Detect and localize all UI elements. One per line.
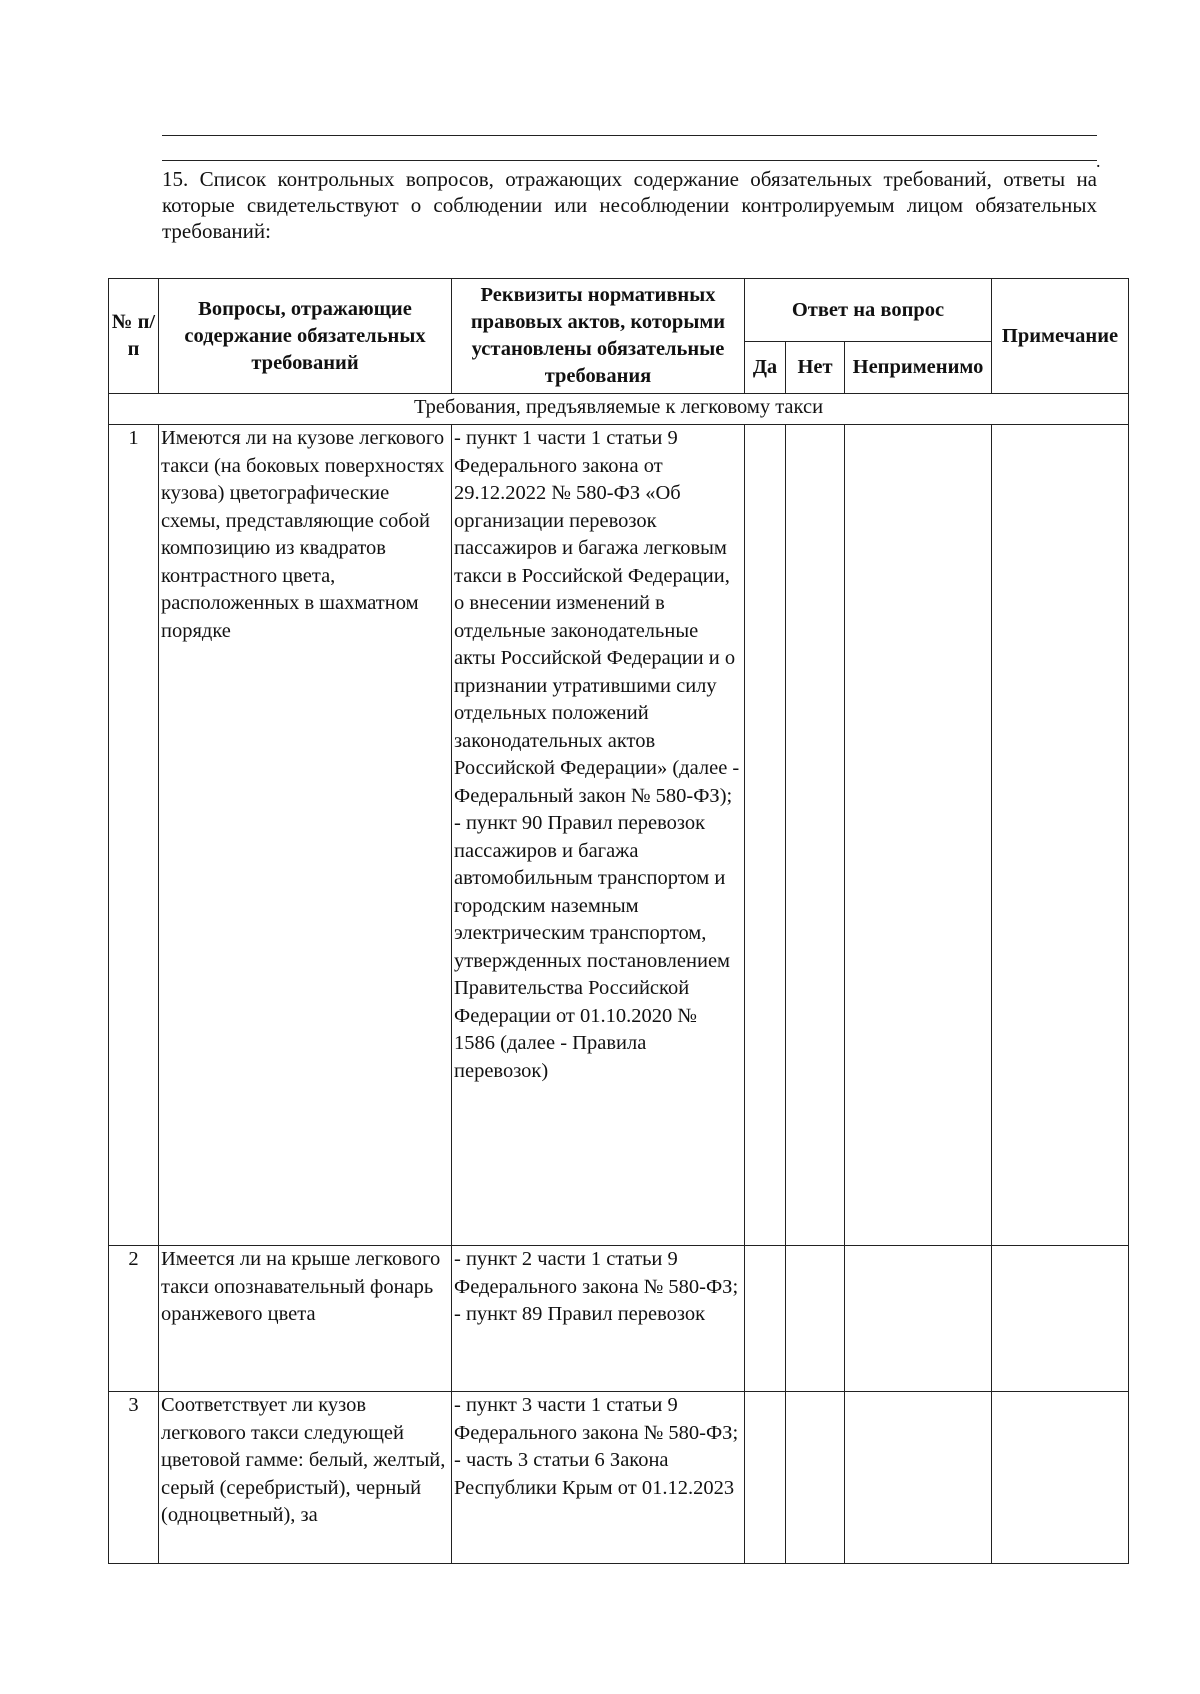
answer-na-cell[interactable] bbox=[845, 1392, 992, 1564]
table-row bbox=[109, 425, 1129, 1246]
requisite-item: - пункт 3 части 1 статьи 9 Федерального закона № 580-ФЗ; bbox=[454, 1394, 739, 1444]
note-cell[interactable] bbox=[992, 1392, 1129, 1564]
row-requisites bbox=[452, 1392, 745, 1564]
header-row bbox=[109, 279, 1129, 342]
section-row bbox=[109, 394, 1129, 425]
table-row bbox=[109, 1246, 1129, 1392]
header-requisites: Реквизиты нормативных правовых актов, которыми установлены обязательные требования bbox=[452, 279, 745, 394]
note-cell[interactable] bbox=[992, 1246, 1129, 1392]
answer-na-cell[interactable] bbox=[845, 425, 992, 1246]
header-note: Примечание bbox=[992, 279, 1129, 394]
checklist-table bbox=[108, 278, 1129, 1564]
row-question: Имеется ли на крыше легкового такси опознавательный фонарь оранжевого цвета bbox=[159, 1246, 452, 1392]
row-number: 3 bbox=[109, 1392, 159, 1564]
requisite-item: - часть 3 статьи 6 Закона Республики Крым от 01.12.2023 bbox=[454, 1449, 735, 1499]
answer-no-cell[interactable] bbox=[786, 425, 845, 1246]
blank-line-bottom bbox=[162, 160, 1097, 161]
row-number: 1 bbox=[109, 425, 159, 1246]
requisite-item: - пункт 89 Правил перевозок bbox=[454, 1303, 706, 1325]
header-question: Вопросы, отражающие содержание обязательных требований bbox=[159, 279, 452, 394]
note-cell[interactable] bbox=[992, 425, 1129, 1246]
answer-yes-cell[interactable] bbox=[745, 425, 786, 1246]
period-mark: . bbox=[1096, 151, 1101, 171]
section-title: Требования, предъявляемые к легковому такси bbox=[109, 394, 1129, 425]
requisite-item: - пункт 2 части 1 статьи 9 Федерального закона № 580-ФЗ; bbox=[454, 1248, 739, 1298]
row-requisites bbox=[452, 425, 745, 1246]
header-num: № п/п bbox=[109, 279, 159, 394]
header-yes: Да bbox=[745, 342, 786, 394]
header-na: Неприменимо bbox=[845, 342, 992, 394]
requisite-item: - пункт 1 части 1 статьи 9 Федерального закона от 29.12.2022 № 580-ФЗ «Об организации перевозок пассажиров и багажа легковым такси в Российской Федерации, о внесении изменений в отдельные законодательные акты Российской Федерации и о признании утратившими силу отдельных положений законодательных актов Российской Федерации» (далее - Федеральный закон № 580-ФЗ); bbox=[454, 427, 740, 807]
blank-line-top bbox=[162, 135, 1097, 136]
answer-yes-cell[interactable] bbox=[745, 1246, 786, 1392]
answer-yes-cell[interactable] bbox=[745, 1392, 786, 1564]
answer-no-cell[interactable] bbox=[786, 1392, 845, 1564]
requisite-item: - пункт 90 Правил перевозок пассажиров и багажа автомобильным транспортом и городским наземным электрическим транспортом, утвержденных постановлением Правительства Российской Федерации от 01.10.2020 № 1586 (далее - Правила перевозок) bbox=[454, 812, 731, 1082]
header-no: Нет bbox=[786, 342, 845, 394]
section-intro-paragraph: 15. Список контрольных вопросов, отражающих содержание обязательных требований, ответы на которые свидетельствуют о соблюдении или несоблюдении контролируемым лицом обязательных требований: bbox=[162, 167, 1097, 243]
table-row bbox=[109, 1392, 1129, 1564]
row-requisites bbox=[452, 1246, 745, 1392]
row-question: Соответствует ли кузов легкового такси следующей цветовой гамме: белый, желтый, серый (серебристый), черный (одноцветный), за bbox=[159, 1392, 452, 1564]
answer-no-cell[interactable] bbox=[786, 1246, 845, 1392]
header-answer: Ответ на вопрос bbox=[745, 279, 992, 342]
answer-na-cell[interactable] bbox=[845, 1246, 992, 1392]
row-question: Имеются ли на кузове легкового такси (на боковых поверхностях кузова) цветографические схемы, представляющие собой композицию из квадратов контрастного цвета, расположенных в шахматном порядке bbox=[159, 425, 452, 1246]
row-number: 2 bbox=[109, 1246, 159, 1392]
